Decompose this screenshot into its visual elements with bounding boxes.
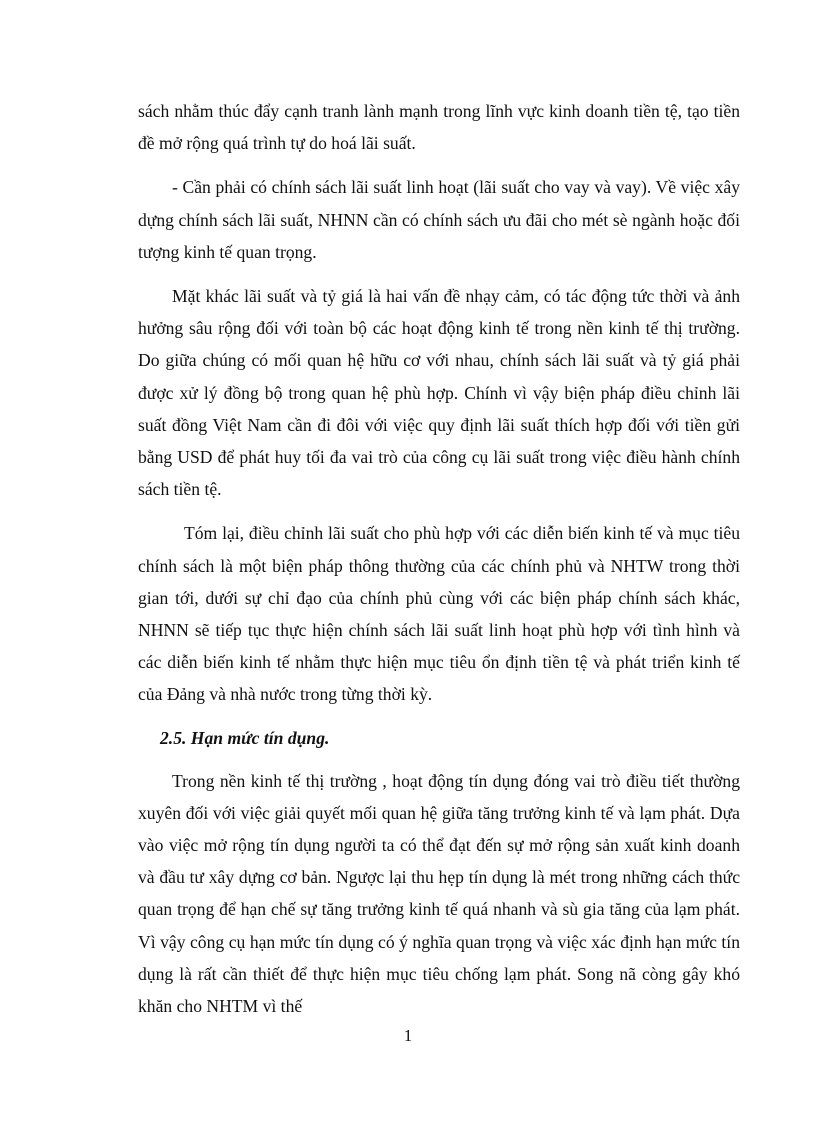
paragraph-summary: Tóm lại, điều chỉnh lãi suất cho phù hợp với các diễn biến kinh tế và mục tiêu chính sách là một biện pháp thông thường của các chính phủ và NHTW trong thời gian tới, dưới sự chỉ đạo của chính phủ cùng với các biện pháp chính sách khác, NHNN sẽ tiếp tục thực hiện chính sách lãi suất linh hoạt phù hợp với tình hình và các diễn biến kinh tế nhằm thực hiện mục tiêu ổn định tiền tệ và phát triển kinh tế của Đảng và nhà nước trong từng thời kỳ. — [138, 523, 740, 705]
document-page — [138, 95, 740, 1034]
page-number: 1 — [403, 1026, 413, 1045]
paragraph-credit-limit: Trong nền kinh tế thị trường , hoạt động tín dụng đóng vai trò điều tiết thường xuyên đối với việc giải quyết mối quan hệ giữa tăng trưởng kinh tế và lạm phát. Dựa vào việc mở rộng tín dụng người ta có thể đạt đến sự mở rộng sản xuất kinh doanh và đầu tư xây dựng cơ bản. Ngược lại thu hẹp tín dụng là mét trong những cách thức quan trọng để hạn chế sự tăng trưởng kinh tế quá nhanh và sù gia tăng của lạm phát. Vì vậy công cụ hạn mức tín dụng có ý nghĩa quan trọng và việc xác định hạn mức tín dụng là rất cần thiết để thực hiện mục tiêu chống lạm phát. Song nã còng gây khó khăn cho NHTM vì thế — [138, 770, 740, 1017]
paragraph-continuation: sách nhằm thúc đẩy cạnh tranh lành mạnh trong lĩnh vực kinh doanh tiền tệ, tạo tiền đề mở rộng quá trình tự do hoá lãi suất. — [138, 101, 740, 154]
section-heading: 2.5. Hạn mức tín dụng. — [160, 727, 330, 748]
paragraph-interest-exchange: Mặt khác lãi suất và tỷ giá là hai vấn đề nhạy cảm, có tác động tức thời và ảnh hưởng sâu rộng đối với toàn bộ các hoạt động kinh tế trong nền kinh tế thị trường. Do giữa chúng có mối quan hệ hữu cơ với nhau, chính sách lãi suất và tỷ giá phải được xử lý đồng bộ trong quan hệ phù hợp. Chính vì vậy biện pháp điều chỉnh lãi suất đồng Việt Nam cần đi đôi với việc quy định lãi suất thích hợp đối với tiền gửi bằng USD để phát huy tối đa vai trò của công cụ lãi suất trong việc điều hành chính sách tiền tệ. — [138, 286, 740, 500]
paragraph-interest-policy: - Cần phải có chính sách lãi suất linh hoạt (lãi suất cho vay và vay). Về việc xây dựng chính sách lãi suất, NHNN cần có chính sách ưu đãi cho mét sè ngành hoặc đối tượng kinh tế quan trọng. — [138, 177, 740, 262]
